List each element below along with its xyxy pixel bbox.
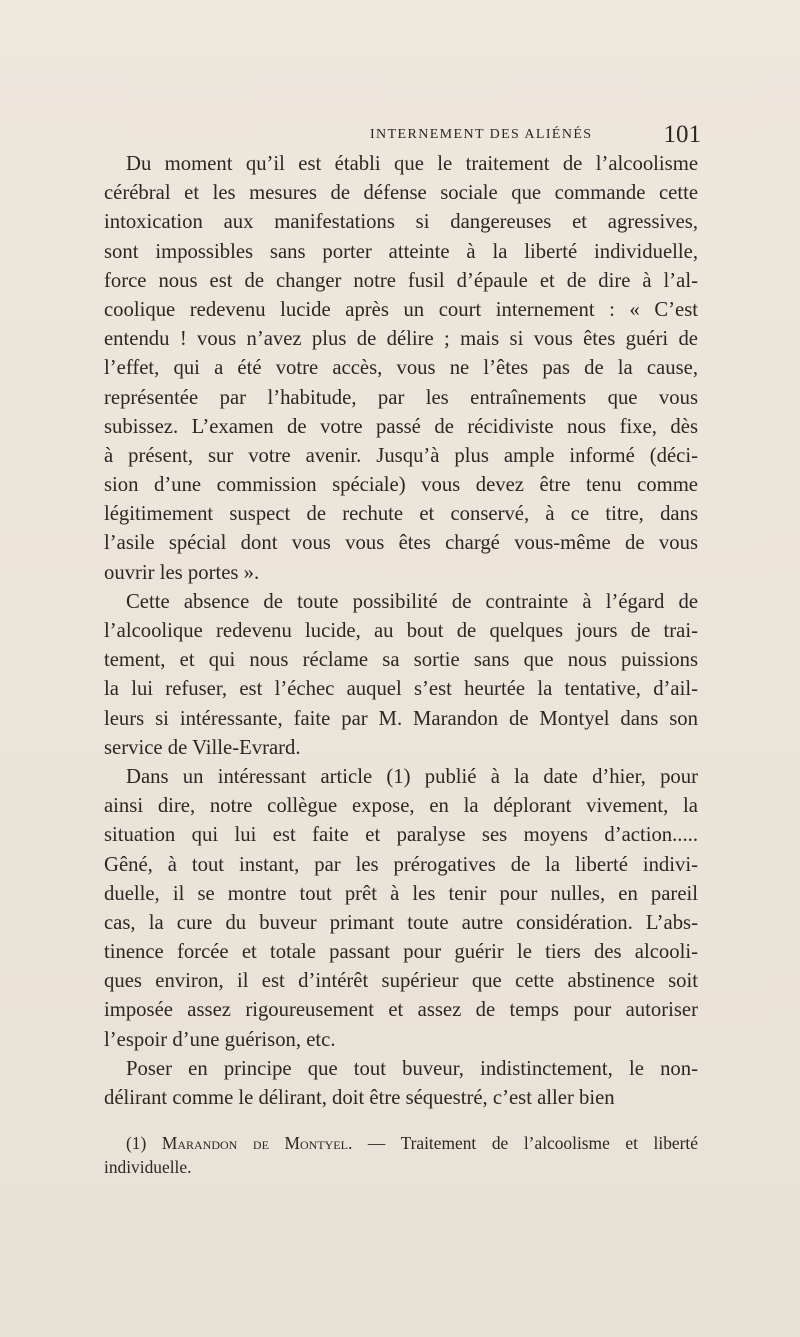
text-line: service de Ville-Evrard. bbox=[104, 736, 301, 759]
text-line: à présent, sur votre avenir. Jusqu’à plus ample informé (déci- bbox=[104, 444, 698, 467]
text-line: intoxication aux manifestations si dangereuses et agressives, bbox=[104, 211, 698, 234]
footnote-line bbox=[104, 1131, 698, 1155]
body-text bbox=[104, 150, 698, 1113]
text-line: Dans un intéressant article (1) publié à la date d’hier, pour bbox=[126, 765, 698, 788]
text-line: entendu ! vous n’avez plus de délire ; mais si vous êtes guéri de bbox=[104, 328, 698, 351]
page-number: 101 bbox=[663, 121, 701, 148]
paragraph bbox=[104, 763, 698, 1055]
footnote-line: individuelle. bbox=[104, 1157, 192, 1177]
text-line: ouvrir les portes ». bbox=[104, 561, 260, 584]
text-line: l’asile spécial dont vous vous êtes chargé vous-même de vous bbox=[104, 532, 698, 555]
footnote-text: Traitement de l’alcoolisme et liberté bbox=[400, 1133, 698, 1153]
page-header bbox=[258, 121, 701, 151]
text-line: sion d’une commission spéciale) vous devez être tenu comme bbox=[104, 474, 698, 497]
text-line: représentée par l’habitude, par les entraînements que vous bbox=[104, 386, 698, 409]
text-line: légitimement suspect de rechute et conservé, à ce titre, dans bbox=[104, 503, 698, 526]
running-title: INTERNEMENT DES ALIÉNÉS bbox=[370, 127, 593, 142]
text-line: Du moment qu’il est établi que le traitement de l’alcoolisme bbox=[126, 153, 698, 175]
text-line: l’alcoolique redevenu lucide, au bout de quelques jours de trai- bbox=[104, 620, 698, 642]
text-line: l’effet, qui a été votre accès, vous ne l’êtes pas de la cause, bbox=[104, 357, 698, 380]
text-line: duelle, il se montre tout prêt à les tenir pour nulles, en pareil bbox=[104, 882, 698, 905]
text-line: Poser en principe que tout buveur, indistinctement, le non- bbox=[126, 1057, 698, 1080]
text-line: coolique redevenu lucide après un court internement : « C’est bbox=[104, 298, 698, 321]
text-line: force nous est de changer notre fusil d’épaule et de dire à l’al- bbox=[104, 269, 698, 292]
footnote bbox=[104, 1131, 698, 1179]
footnote-author: Marandon de Montyel. bbox=[161, 1133, 353, 1153]
footnote-dash: — bbox=[367, 1133, 386, 1153]
text-line: cas, la cure du buveur primant toute autre considération. L’abs- bbox=[104, 911, 698, 934]
paragraph bbox=[104, 1055, 698, 1113]
paragraph bbox=[104, 150, 698, 588]
text-line: imposée assez rigoureusement et assez de temps pour autoriser bbox=[104, 999, 698, 1022]
text-line: leurs si intéressante, faite par M. Marandon de Montyel dans son bbox=[104, 707, 698, 730]
text-line: subissez. L’examen de votre passé de récidiviste nous fixe, dès bbox=[104, 415, 698, 438]
text-line: délirant comme le délirant, doit être séquestré, c’est aller bien bbox=[104, 1087, 615, 1109]
text-line: la lui refuser, est l’échec auquel s’est heurtée la tentative, d’ail- bbox=[104, 678, 698, 701]
text-line: cérébral et les mesures de défense sociale que commande cette bbox=[104, 182, 698, 205]
text-line: Gêné, à tout instant, par les prérogatives de la liberté indivi- bbox=[104, 853, 698, 876]
text-line: ainsi dire, notre collègue expose, en la déplorant vivement, la bbox=[104, 795, 698, 818]
text-line: tinence forcée et totale passant pour guérir le tiers des alcooli- bbox=[104, 941, 698, 964]
text-line: Cette absence de toute possibilité de contrainte à l’égard de bbox=[126, 590, 698, 613]
footnote-marker: (1) bbox=[126, 1133, 147, 1153]
text-line: situation qui lui est faite et paralyse ses moyens d’action..... bbox=[104, 824, 698, 847]
text-line: sont impossibles sans porter atteinte à la liberté individuelle, bbox=[104, 240, 698, 263]
text-line: ques environ, il est d’intérêt supérieur que cette abstinence soit bbox=[104, 970, 698, 993]
text-line: l’espoir d’une guérison, etc. bbox=[104, 1028, 336, 1051]
paragraph bbox=[104, 588, 698, 763]
text-line: tement, et qui nous réclame sa sortie sans que nous puissions bbox=[104, 649, 698, 672]
